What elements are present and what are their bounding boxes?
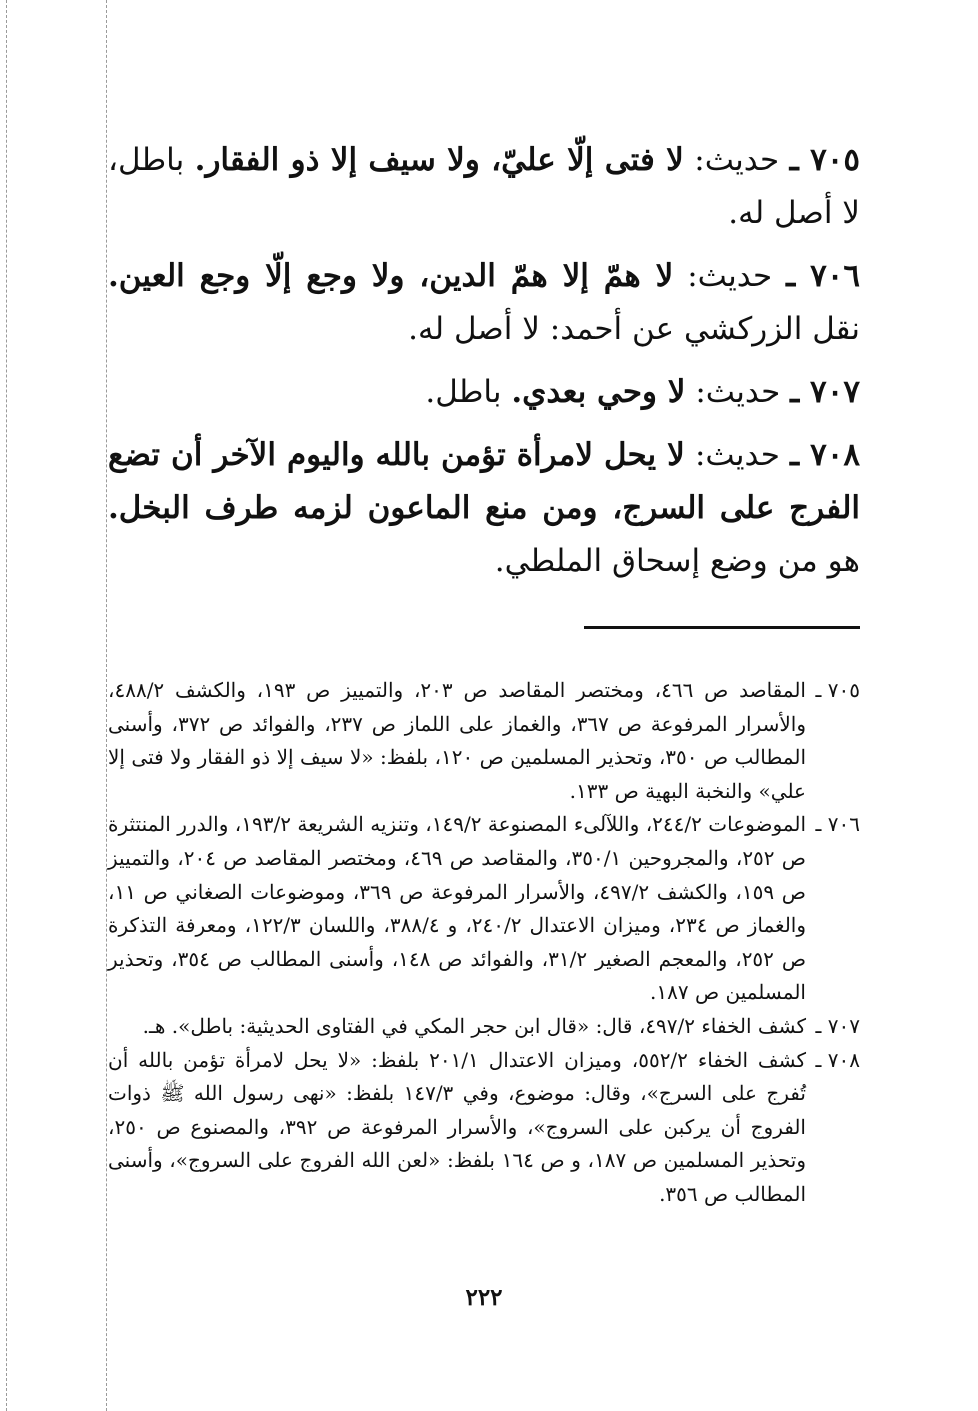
footnote-number: ٧٠٨ ـ bbox=[815, 1047, 860, 1072]
entry-number: ٧٠٦ ـ bbox=[786, 258, 861, 294]
page-number: ٢٢٢ bbox=[465, 1284, 503, 1311]
entry-label: حديث: bbox=[694, 437, 780, 473]
footnote-separator bbox=[584, 626, 860, 629]
footnote-text: الموضوعات ٢٤٤/٢، واللآلىء المصنوعة ١٤٩/٢، وتنزيه الشريعة ١٩٣/٢، والدرر المنتثرة ص ٢٥٢، والمجروحين ٣٥٠/١، والمقاصد ص ٤٦٩، ومختصر المقاصد ص ٢٠٤، والتمييز ص ١٥٩، والكشف ٤٩٧/٢، والأسرار المرفوعة ص ٣٦٩، وموضوعات الصغاني ص ١١، والغماز ص ٢٣٤، وميزان الاعتدال ٢٤٠/٢، و ٣٨٨/٤، واللسان ١٢٢/٣، ومعرفة التذكرة ص ٢٥٢، والمعجم الصغير ٣١/٢، والفوائد ص ١٤٨، وأسنى المطالب ص ٣٥٤، وتحذير المسلمين ص ١٨٧. bbox=[108, 812, 807, 1005]
footnote-text: كشف الخفاء ٤٩٧/٢، قال: «قال ابن حجر المكي في الفتاوى الحديثية: باطل». هـ. bbox=[142, 1013, 806, 1038]
footnote-number: ٧٠٥ ـ bbox=[815, 678, 860, 702]
hadith-entry-708 bbox=[108, 429, 860, 588]
entry-label: حديث: bbox=[694, 142, 780, 178]
footnote-707 bbox=[108, 1010, 860, 1044]
hadith-entry-707 bbox=[108, 366, 860, 419]
hadith-verdict: هو من وضع إسحاق الملطي. bbox=[494, 543, 860, 579]
hadith-text: لا فتى إلّا عليّ، ولا سيف إلا ذو الفقار. bbox=[194, 142, 684, 178]
footnote-text: المقاصد ص ٤٦٦، ومختصر المقاصد ص ٢٠٣، والتمييز ص ١٩٣، والكشف ٤٨٨/٢، والأسرار المرفوعة ص ٣٦٧، والغماز على اللماز ص ٢٣٧، والفوائد ص ٣٧٢، وأسنى المطالب ص ٣٥٠، وتحذير المسلمين ص ١٢٠، بلفظ: «لا سيف إلا ذو الفقار ولا فتى إلا علي» والنخبة البهية ص ١٣٣. bbox=[108, 678, 807, 803]
scan-fold-line-left bbox=[6, 0, 7, 1411]
entry-number: ٧٠٥ ـ bbox=[789, 142, 861, 178]
main-text bbox=[108, 134, 860, 598]
scan-fold-line-inner bbox=[106, 0, 107, 1411]
footnotes bbox=[108, 674, 860, 1212]
footnote-number: ٧٠٦ ـ bbox=[815, 812, 860, 837]
entry-number: ٧٠٨ ـ bbox=[789, 437, 861, 473]
footnote-706 bbox=[108, 808, 860, 1010]
footnote-705 bbox=[108, 674, 860, 808]
footnote-number: ٧٠٧ ـ bbox=[815, 1013, 860, 1038]
book-page bbox=[108, 0, 860, 1411]
hadith-verdict: باطل، لا أصل له. bbox=[108, 142, 860, 231]
entry-label: حديث: bbox=[687, 258, 773, 294]
footnote-708 bbox=[108, 1044, 860, 1212]
hadith-entry-705 bbox=[108, 134, 860, 240]
hadith-entry-706 bbox=[108, 250, 860, 356]
hadith-verdict: باطل. bbox=[425, 374, 502, 410]
footnote-text: كشف الخفاء ٥٥٢/٢، وميزان الاعتدال ٢٠١/١ بلفظ: «لا يحل لامرأة تؤمن بالله أن تُفرج على السرج»، وقال: موضوع، وفي ١٤٧/٣ بلفظ: «نهى رسول الله ﷺ ذوات الفروج أن يركبن على السروج»، والأسرار المرفوعة ص ٣٩٢، والمصنوع ص ٢٥٠، وتحذير المسلمين ص ١٨٧، و ص ١٦٤ بلفظ: «لعن الله الفروج على السروج»، وأسنى المطالب ص ٣٥٦. bbox=[108, 1047, 806, 1206]
hadith-verdict: نقل الزركشي عن أحمد: لا أصل له. bbox=[408, 311, 860, 347]
hadith-text: لا يحل لامرأة تؤمن بالله واليوم الآخر أن تضع الفرج على السرج، ومن منع الماعون لزمه طرف البخل. bbox=[108, 437, 860, 526]
hadith-text: لا وحي بعدي. bbox=[511, 374, 686, 410]
entry-number: ٧٠٧ ـ bbox=[790, 374, 860, 410]
hadith-text: لا همّ إلا همّ الدين، ولا وجع إلّا وجع العين. bbox=[108, 258, 674, 294]
entry-label: حديث: bbox=[695, 374, 781, 410]
